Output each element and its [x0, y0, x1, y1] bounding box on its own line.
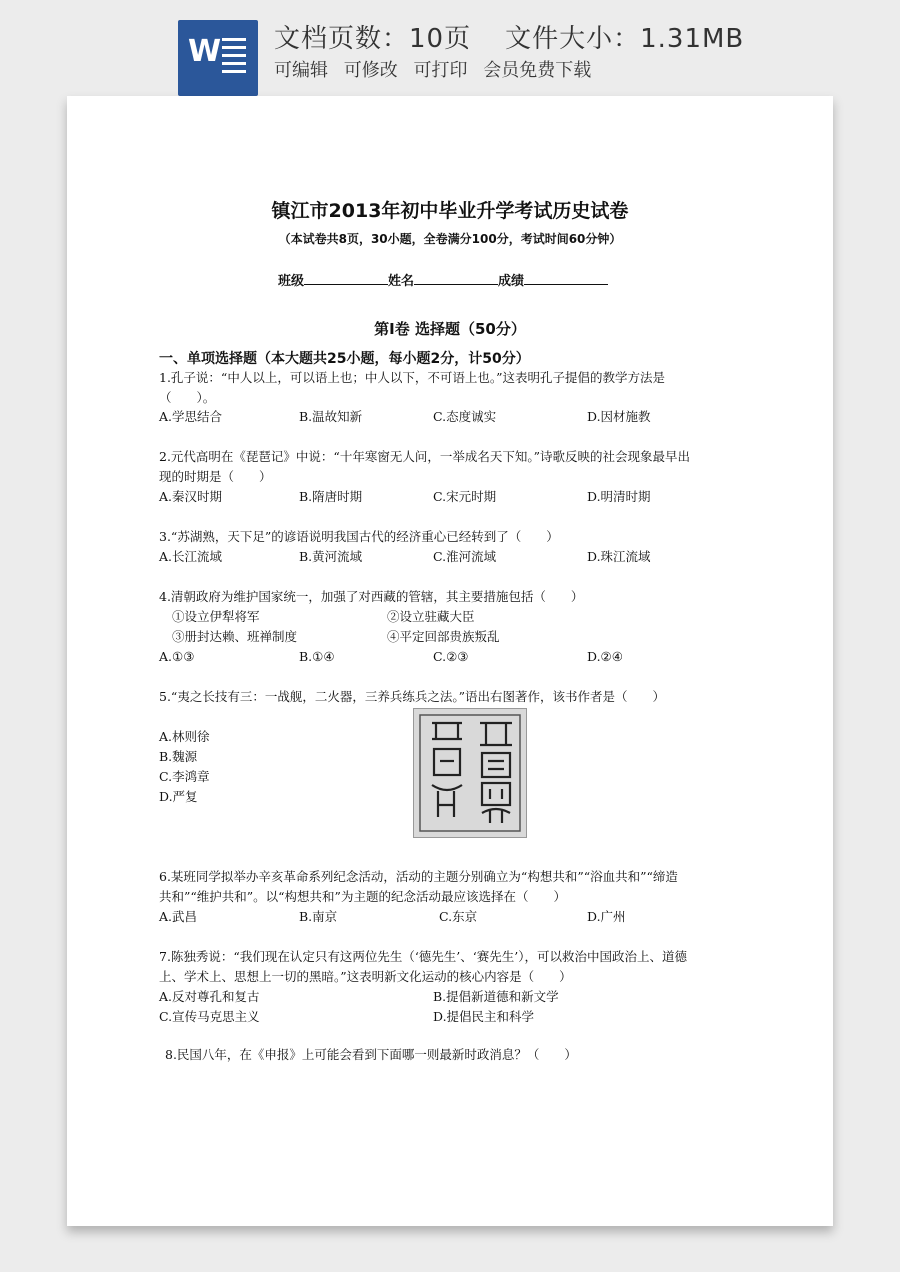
q2-option-a: A.秦汉时期 — [159, 489, 223, 504]
score-blank — [524, 272, 608, 285]
q7-stem-line1: 7.陈独秀说：“我们现在认定只有这两位先生（‘德先生’、‘赛先生’），可以救治中国政治上、道德 — [159, 949, 687, 964]
part-title: 第Ⅰ卷 选择题（50分） — [374, 320, 526, 338]
q6-option-b: B.南京 — [299, 909, 338, 924]
q7-option-d: D.提倡民主和科学 — [433, 1009, 535, 1024]
q4-sub-3: ③册封达赖、班禅制度 — [172, 629, 298, 644]
top-banner — [0, 0, 900, 96]
q6-stem-line2: 共和”“维护共和”。以“构想共和”为主题的纪念活动最应该选择在（ ） — [159, 889, 566, 904]
q2-option-b: B.隋唐时期 — [299, 489, 363, 504]
q3-option-b: B.黄河流域 — [299, 549, 363, 564]
word-icon-letter: W — [188, 34, 222, 69]
q6-option-d: D.广州 — [587, 909, 626, 924]
q7-option-c: C.宣传马克思主义 — [159, 1009, 260, 1024]
feature-list — [274, 56, 601, 82]
score-label: 成绩 — [498, 274, 525, 289]
q3-option-c: C.淮河流域 — [433, 549, 497, 564]
document-subtitle: （本试卷共8页，30小题，全卷满分100分，考试时间60分钟） — [278, 232, 622, 246]
q2-stem-line2: 现的时期是（ ） — [159, 469, 272, 484]
section-title: 一、单项选择题（本大题共25小题，每小题2分，计50分） — [159, 351, 530, 367]
q3-stem: 3.“苏湖熟，天下足”的谚语说明我国古代的经济重心已经转到了（ ） — [159, 529, 559, 544]
name-label: 姓名 — [388, 274, 415, 289]
q7-stem-line2: 上、学术上、思想上一切的黑暗。”这表明新文化运动的核心内容是（ ） — [159, 969, 572, 984]
feature-editable: 可编辑 — [274, 60, 328, 81]
class-blank — [304, 272, 388, 285]
feature-modifiable: 可修改 — [343, 60, 398, 81]
q4-stem: 4.清朝政府为维护国家统一，加强了对西藏的管辖，其主要措施包括（ ） — [159, 589, 584, 604]
q6-option-a: A.武昌 — [159, 909, 198, 924]
student-info-fields — [278, 270, 608, 289]
feature-member-download: 会员免费下载 — [483, 60, 592, 81]
q2-stem-line1: 2.元代高明在《琵琶记》中说：“十年寒窗无人问，一举成名天下知。”诗歌反映的社会现象最早出 — [159, 449, 690, 464]
document-title: 镇江市2013年初中毕业升学考试历史试卷 — [271, 200, 629, 222]
q4-option-a: A.①③ — [159, 649, 195, 664]
q4-sub-1: ①设立伊犁将军 — [172, 609, 260, 624]
q3-option-a: A.长江流域 — [159, 549, 223, 564]
class-label: 班级 — [278, 274, 305, 289]
q5-option-d: D.严复 — [159, 789, 198, 804]
q2-option-c: C.宋元时期 — [433, 489, 497, 504]
q1-stem-line1: 1.孔子说：“中人以上，可以语上也；中人以下，不可语上也。”这表明孔子提倡的教学方法是 — [159, 370, 665, 385]
q5-option-c: C.李鸿章 — [159, 769, 210, 784]
q1-option-d: D.因材施教 — [587, 409, 651, 424]
file-info — [274, 18, 744, 55]
q3-option-d: D.珠江流域 — [587, 549, 651, 564]
q5-stem: 5.“夷之长技有三：一战舰，二火器，三养兵练兵之法。”语出右图著作，该书作者是（ ） — [159, 689, 665, 704]
q6-option-c: C.东京 — [439, 909, 478, 924]
name-blank — [414, 272, 498, 285]
file-size: 文件大小：1.31MB — [505, 24, 745, 54]
q8-stem: 8.民国八年，在《申报》上可能会看到下面哪一则最新时政消息？（ ） — [165, 1047, 577, 1062]
q1-option-c: C.态度诚实 — [433, 409, 497, 424]
q2-option-d: D.明清时期 — [587, 489, 651, 504]
q4-option-b: B.①④ — [299, 649, 335, 664]
feature-printable: 可打印 — [413, 60, 468, 81]
q4-sub-4: ④平定回部贵族叛乱 — [387, 629, 500, 644]
q5-option-a: A.林则徐 — [159, 729, 210, 744]
q7-option-a: A.反对尊孔和复古 — [159, 989, 260, 1004]
q6-stem-line1: 6.某班同学拟举办辛亥革命系列纪念活动，活动的主题分别确立为“构想共和”“浴血共和”“缔造 — [159, 869, 678, 884]
q4-option-c: C.②③ — [433, 649, 469, 664]
document-page — [67, 96, 833, 1226]
q5-option-b: B.魏源 — [159, 749, 198, 764]
q1-option-a: A.学思结合 — [159, 409, 223, 424]
q1-stem-line2: （ ）。 — [159, 390, 216, 405]
q1-option-b: B.温故知新 — [299, 409, 363, 424]
q4-sub-2: ②设立驻藏大臣 — [387, 609, 475, 624]
word-icon-lines — [222, 38, 246, 78]
book-title-seal-image — [413, 708, 527, 838]
q7-option-b: B.提倡新道德和新文学 — [433, 989, 559, 1004]
word-document-icon — [178, 20, 258, 96]
page-count: 文档页数：10页 — [274, 24, 472, 54]
q4-option-d: D.②④ — [587, 649, 623, 664]
